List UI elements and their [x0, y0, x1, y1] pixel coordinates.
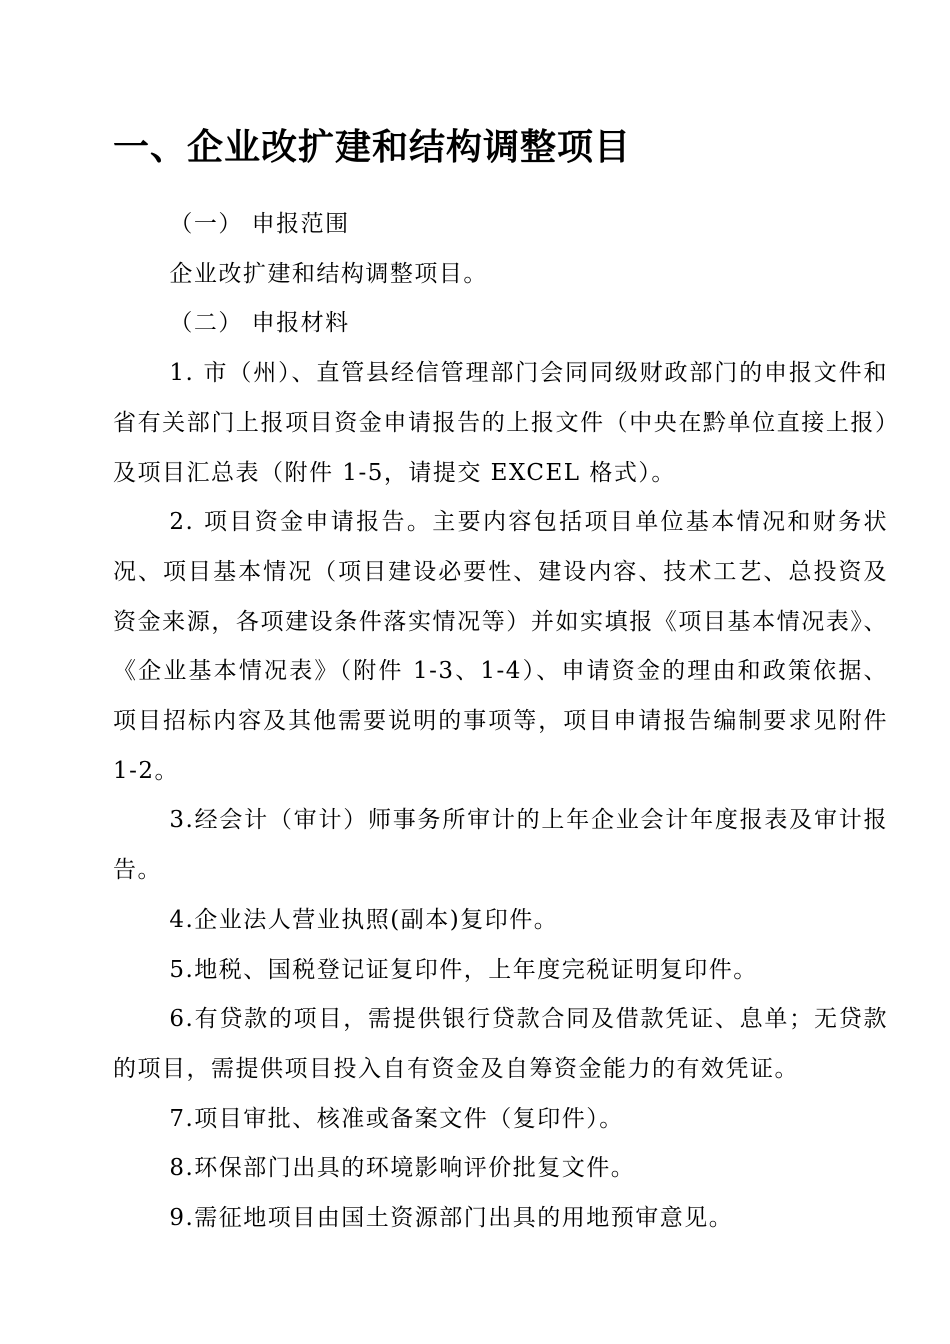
list-item: 5.地税、国税登记证复印件，上年度完税证明复印件。 — [169, 956, 758, 983]
document-title: 一、企业改扩建和结构调整项目 — [113, 127, 632, 168]
list-item: 7.项目审批、核准或备案文件（复印件）。 — [169, 1105, 624, 1132]
section-heading-materials: （二） 申报材料 — [169, 310, 350, 337]
document-body — [113, 200, 888, 1244]
list-item: 3.经会计（审计）师事务所审计的上年企业会计年度报表及审计报告。 — [113, 807, 888, 884]
section-heading-scope: （一） 申报范围 — [169, 211, 350, 237]
list-item: 4.企业法人营业执照(副本)复印件。 — [169, 906, 559, 933]
list-item: 2. 项目资金申请报告。主要内容包括项目单位基本情况和财务状况、项目基本情况（项目建设必要性、建设内容、技术工艺、总投资及资金来源，各项建设条件落实情况等）并如实填报《项目基本情况表》、《企业基本情况表》（附件 1-3、1-4）、申请资金的理由和政策依据、项目招标内容及其他需要说明的事项等，项目申请报告编制要求见附件 1-2。 — [113, 509, 888, 784]
list-item: 9.需征地项目由国土资源部门出具的用地预审意见。 — [169, 1205, 734, 1232]
list-item: 1. 市（州）、直管县经信管理部门会同同级财政部门的申报文件和省有关部门上报项目资金申请报告的上报文件（中央在黔单位直接上报）及项目汇总表（附件 1-5，请提交 EXCEL 格式）。 — [113, 360, 888, 486]
list-item: 8.环保部门出具的环境影响评价批复文件。 — [169, 1155, 636, 1182]
list-item: 6.有贷款的项目，需提供银行贷款合同及借款凭证、息单；无贷款的项目，需提供项目投入自有资金及自筹资金能力的有效凭证。 — [113, 1006, 888, 1082]
scope-paragraph: 企业改扩建和结构调整项目。 — [169, 260, 488, 287]
